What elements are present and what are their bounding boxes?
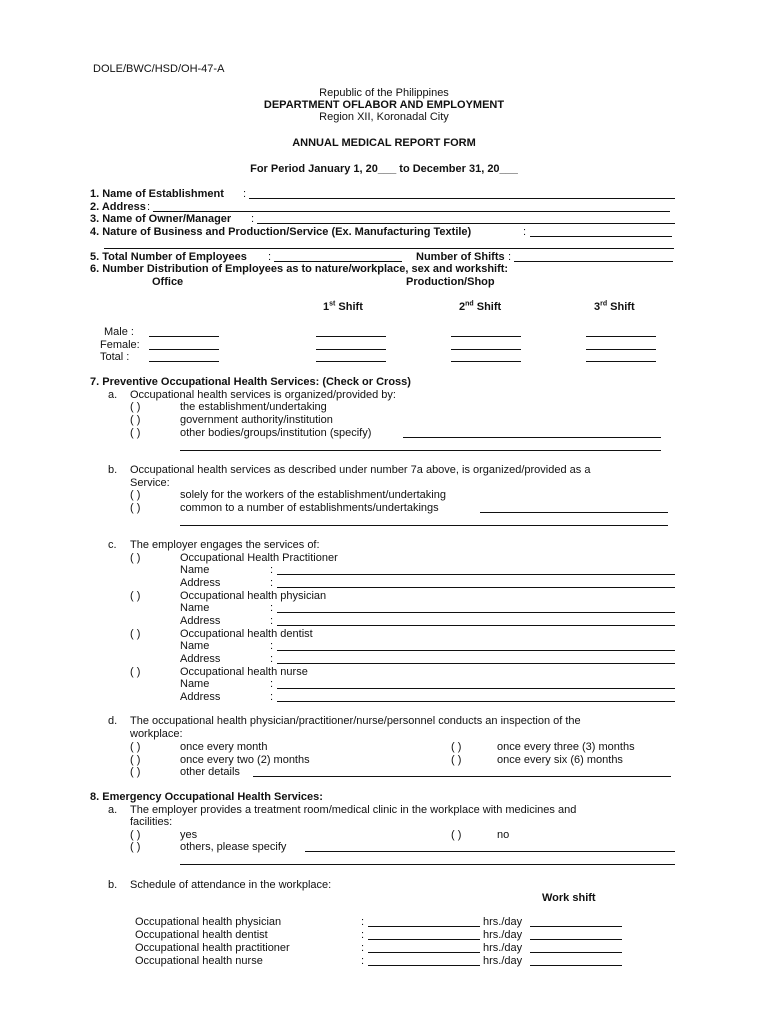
region-line: Region XII, Koronadal City	[319, 111, 449, 123]
colon: :	[251, 213, 255, 225]
field-distribution-label: 6. Number Distribution of Employees as to nature/workplace, sex and workshift:	[90, 263, 509, 275]
colon: :	[523, 226, 527, 238]
section7-title: 7. Preventive Occupational Health Services: (Check or Cross)	[90, 376, 411, 388]
number-of-shifts-field[interactable]	[514, 251, 673, 262]
specify-field-line2[interactable]	[180, 440, 661, 451]
sec8a-question: The employer provides a treatment room/medical clinic in the workplace with medicines and	[130, 804, 577, 816]
checkbox[interactable]: ( )	[130, 502, 141, 514]
nurse-hours-field[interactable]	[368, 955, 480, 966]
nurse-address-field[interactable]	[277, 691, 675, 702]
option-label: once every three (3) months	[497, 741, 635, 753]
option-label: yes	[180, 829, 198, 841]
option-label: other bodies/groups/institution (specify)	[180, 427, 372, 439]
option-label: common to a number of establishments/undertakings	[180, 502, 439, 514]
report-period: For Period January 1, 20___ to December 31, 20___	[250, 163, 518, 175]
name-label: Name	[180, 602, 210, 614]
undertakings-field-line2[interactable]	[180, 515, 668, 526]
sec7d-question: The occupational health physician/practitioner/nurse/personnel conducts an inspection of the	[130, 715, 581, 727]
dentist-address-field[interactable]	[277, 653, 675, 664]
option-label: others, please specify	[180, 841, 287, 853]
option-label: once every month	[180, 741, 268, 753]
colon: :	[361, 942, 365, 954]
colon: :	[270, 653, 274, 665]
shift1-male-field[interactable]	[316, 326, 386, 337]
others-specify-field[interactable]	[305, 841, 675, 852]
field-nature-label: 4. Nature of Business and Production/Service (Ex. Manufacturing Textile)	[90, 226, 472, 238]
name-label: Name	[180, 678, 210, 690]
sec8b-question: Schedule of attendance in the workplace:	[130, 879, 332, 891]
attendance-row-label: Occupational health dentist	[135, 929, 268, 941]
checkbox[interactable]: ( )	[130, 590, 141, 602]
shift3-heading: 3rd Shift	[594, 300, 635, 313]
sec7b-question: Occupational health services as described under number 7a above, is organized/provided as a	[130, 464, 591, 476]
checkbox[interactable]: ( )	[130, 829, 141, 841]
colon: :	[270, 577, 274, 589]
office-total-field[interactable]	[149, 351, 219, 362]
office-male-field[interactable]	[149, 326, 219, 337]
shift1-total-field[interactable]	[316, 351, 386, 362]
field-establishment-label: 1. Name of Establishment	[90, 188, 224, 200]
practitioner-shift-field[interactable]	[530, 942, 622, 953]
checkbox[interactable]: ( )	[130, 401, 141, 413]
item-letter: c.	[108, 539, 117, 551]
establishment-name-field[interactable]	[249, 188, 675, 199]
checkbox[interactable]: ( )	[451, 741, 462, 753]
checkbox[interactable]: ( )	[130, 841, 141, 853]
republic-line: Republic of the Philippines	[319, 87, 449, 99]
colon: :	[270, 602, 274, 614]
item-letter: a.	[108, 804, 118, 816]
section8-title: 8. Emergency Occupational Health Services:	[90, 791, 323, 803]
option-label: the establishment/undertaking	[180, 401, 327, 413]
item-letter: d.	[108, 715, 118, 727]
sec7c-question: The employer engages the services of:	[130, 539, 320, 551]
total-label: Total :	[100, 351, 130, 363]
colon: :	[270, 691, 274, 703]
checkbox[interactable]: ( )	[451, 829, 462, 841]
item-letter: a.	[108, 389, 118, 401]
option-label: Occupational health physician	[180, 590, 327, 602]
item-letter: b.	[108, 879, 118, 891]
form-code: DOLE/BWC/HSD/OH-47-A	[93, 63, 225, 75]
field-address-label: 2. Address	[90, 201, 146, 213]
total-employees-field[interactable]	[274, 251, 402, 262]
checkbox[interactable]: ( )	[130, 552, 141, 564]
checkbox[interactable]: ( )	[130, 666, 141, 678]
sec7b-question-cont: Service:	[130, 477, 170, 489]
female-label: Female:	[100, 339, 140, 351]
colon: :	[270, 564, 274, 576]
shift2-male-field[interactable]	[451, 326, 521, 337]
physician-name-field[interactable]	[277, 602, 675, 613]
physician-shift-field[interactable]	[530, 916, 622, 927]
field-owner-label: 3. Name of Owner/Manager	[90, 213, 232, 225]
checkbox[interactable]: ( )	[130, 754, 141, 766]
option-label: no	[497, 829, 510, 841]
office-heading: Office	[152, 276, 184, 288]
hrs-label: hrs./day	[483, 955, 523, 967]
attendance-row-label: Occupational health physician	[135, 916, 282, 928]
shift2-heading: 2nd Shift	[459, 300, 502, 313]
address-field[interactable]	[153, 201, 670, 212]
colon: :	[270, 678, 274, 690]
dentist-name-field[interactable]	[277, 640, 675, 651]
owner-manager-field[interactable]	[257, 213, 675, 224]
colon: :	[508, 251, 512, 263]
shift3-total-field[interactable]	[586, 351, 656, 362]
option-label: Occupational health dentist	[180, 628, 313, 640]
checkbox[interactable]: ( )	[130, 489, 141, 501]
checkbox[interactable]: ( )	[130, 766, 141, 778]
hrs-label: hrs./day	[483, 929, 523, 941]
nature-business-field[interactable]	[530, 226, 672, 237]
checkbox[interactable]: ( )	[130, 414, 141, 426]
address-label: Address	[180, 691, 221, 703]
colon: :	[147, 201, 151, 213]
hrs-label: hrs./day	[483, 942, 523, 954]
attendance-row-label: Occupational health nurse	[135, 955, 263, 967]
physician-hours-field[interactable]	[368, 916, 480, 927]
colon: :	[270, 640, 274, 652]
option-label: other details	[180, 766, 240, 778]
office-female-field[interactable]	[149, 339, 219, 350]
checkbox[interactable]: ( )	[130, 741, 141, 753]
option-label: solely for the workers of the establishment/undertaking	[180, 489, 446, 501]
nurse-name-field[interactable]	[277, 678, 675, 689]
dentist-shift-field[interactable]	[530, 929, 622, 940]
option-label: Occupational health nurse	[180, 666, 308, 678]
specify-field[interactable]	[403, 427, 661, 438]
address-label: Address	[180, 653, 221, 665]
item-letter: b.	[108, 464, 118, 476]
sec7d-question-cont: workplace:	[130, 728, 183, 740]
name-label: Name	[180, 564, 210, 576]
department-name: DEPARTMENT OFLABOR AND EMPLOYMENT	[263, 99, 505, 111]
nurse-shift-field[interactable]	[530, 955, 622, 966]
shift2-total-field[interactable]	[451, 351, 521, 362]
address-label: Address	[180, 577, 221, 589]
colon: :	[361, 929, 365, 941]
field-total-employees-label: 5. Total Number of Employees	[90, 251, 247, 263]
option-label: once every two (2) months	[180, 754, 310, 766]
option-label: Occupational Health Practitioner	[180, 552, 338, 564]
checkbox[interactable]: ( )	[130, 628, 141, 640]
field-shifts-label: Number of Shifts	[416, 251, 505, 263]
practitioner-address-field[interactable]	[277, 577, 675, 588]
option-label: once every six (6) months	[497, 754, 623, 766]
shift2-female-field[interactable]	[451, 339, 521, 350]
colon: :	[361, 955, 365, 967]
attendance-row-label: Occupational health practitioner	[135, 942, 290, 954]
form-title: ANNUAL MEDICAL REPORT FORM	[292, 137, 476, 149]
other-details-field[interactable]	[253, 766, 671, 777]
male-label: Male :	[104, 326, 134, 338]
name-label: Name	[180, 640, 210, 652]
practitioner-hours-field[interactable]	[368, 942, 480, 953]
option-label: government authority/institution	[180, 414, 333, 426]
shift3-female-field[interactable]	[586, 339, 656, 350]
sec7a-question: Occupational health services is organized/provided by:	[130, 389, 396, 401]
shift3-male-field[interactable]	[586, 326, 656, 337]
checkbox[interactable]: ( )	[130, 427, 141, 439]
colon: :	[361, 916, 365, 928]
colon: :	[270, 615, 274, 627]
shift1-heading: 1st Shift	[323, 300, 363, 313]
physician-address-field[interactable]	[277, 615, 675, 626]
hrs-label: hrs./day	[483, 916, 523, 928]
practitioner-name-field[interactable]	[277, 564, 675, 575]
dentist-hours-field[interactable]	[368, 929, 480, 940]
others-specify-field-line2[interactable]	[180, 854, 675, 865]
colon: :	[243, 188, 247, 200]
sec8a-question-cont: facilities:	[130, 816, 173, 828]
work-shift-heading: Work shift	[542, 892, 596, 904]
colon: :	[268, 251, 272, 263]
undertakings-field[interactable]	[480, 502, 668, 513]
nature-business-field-line2[interactable]	[104, 238, 674, 249]
checkbox[interactable]: ( )	[451, 754, 462, 766]
shift1-female-field[interactable]	[316, 339, 386, 350]
production-heading: Production/Shop	[406, 276, 495, 288]
address-label: Address	[180, 615, 221, 627]
